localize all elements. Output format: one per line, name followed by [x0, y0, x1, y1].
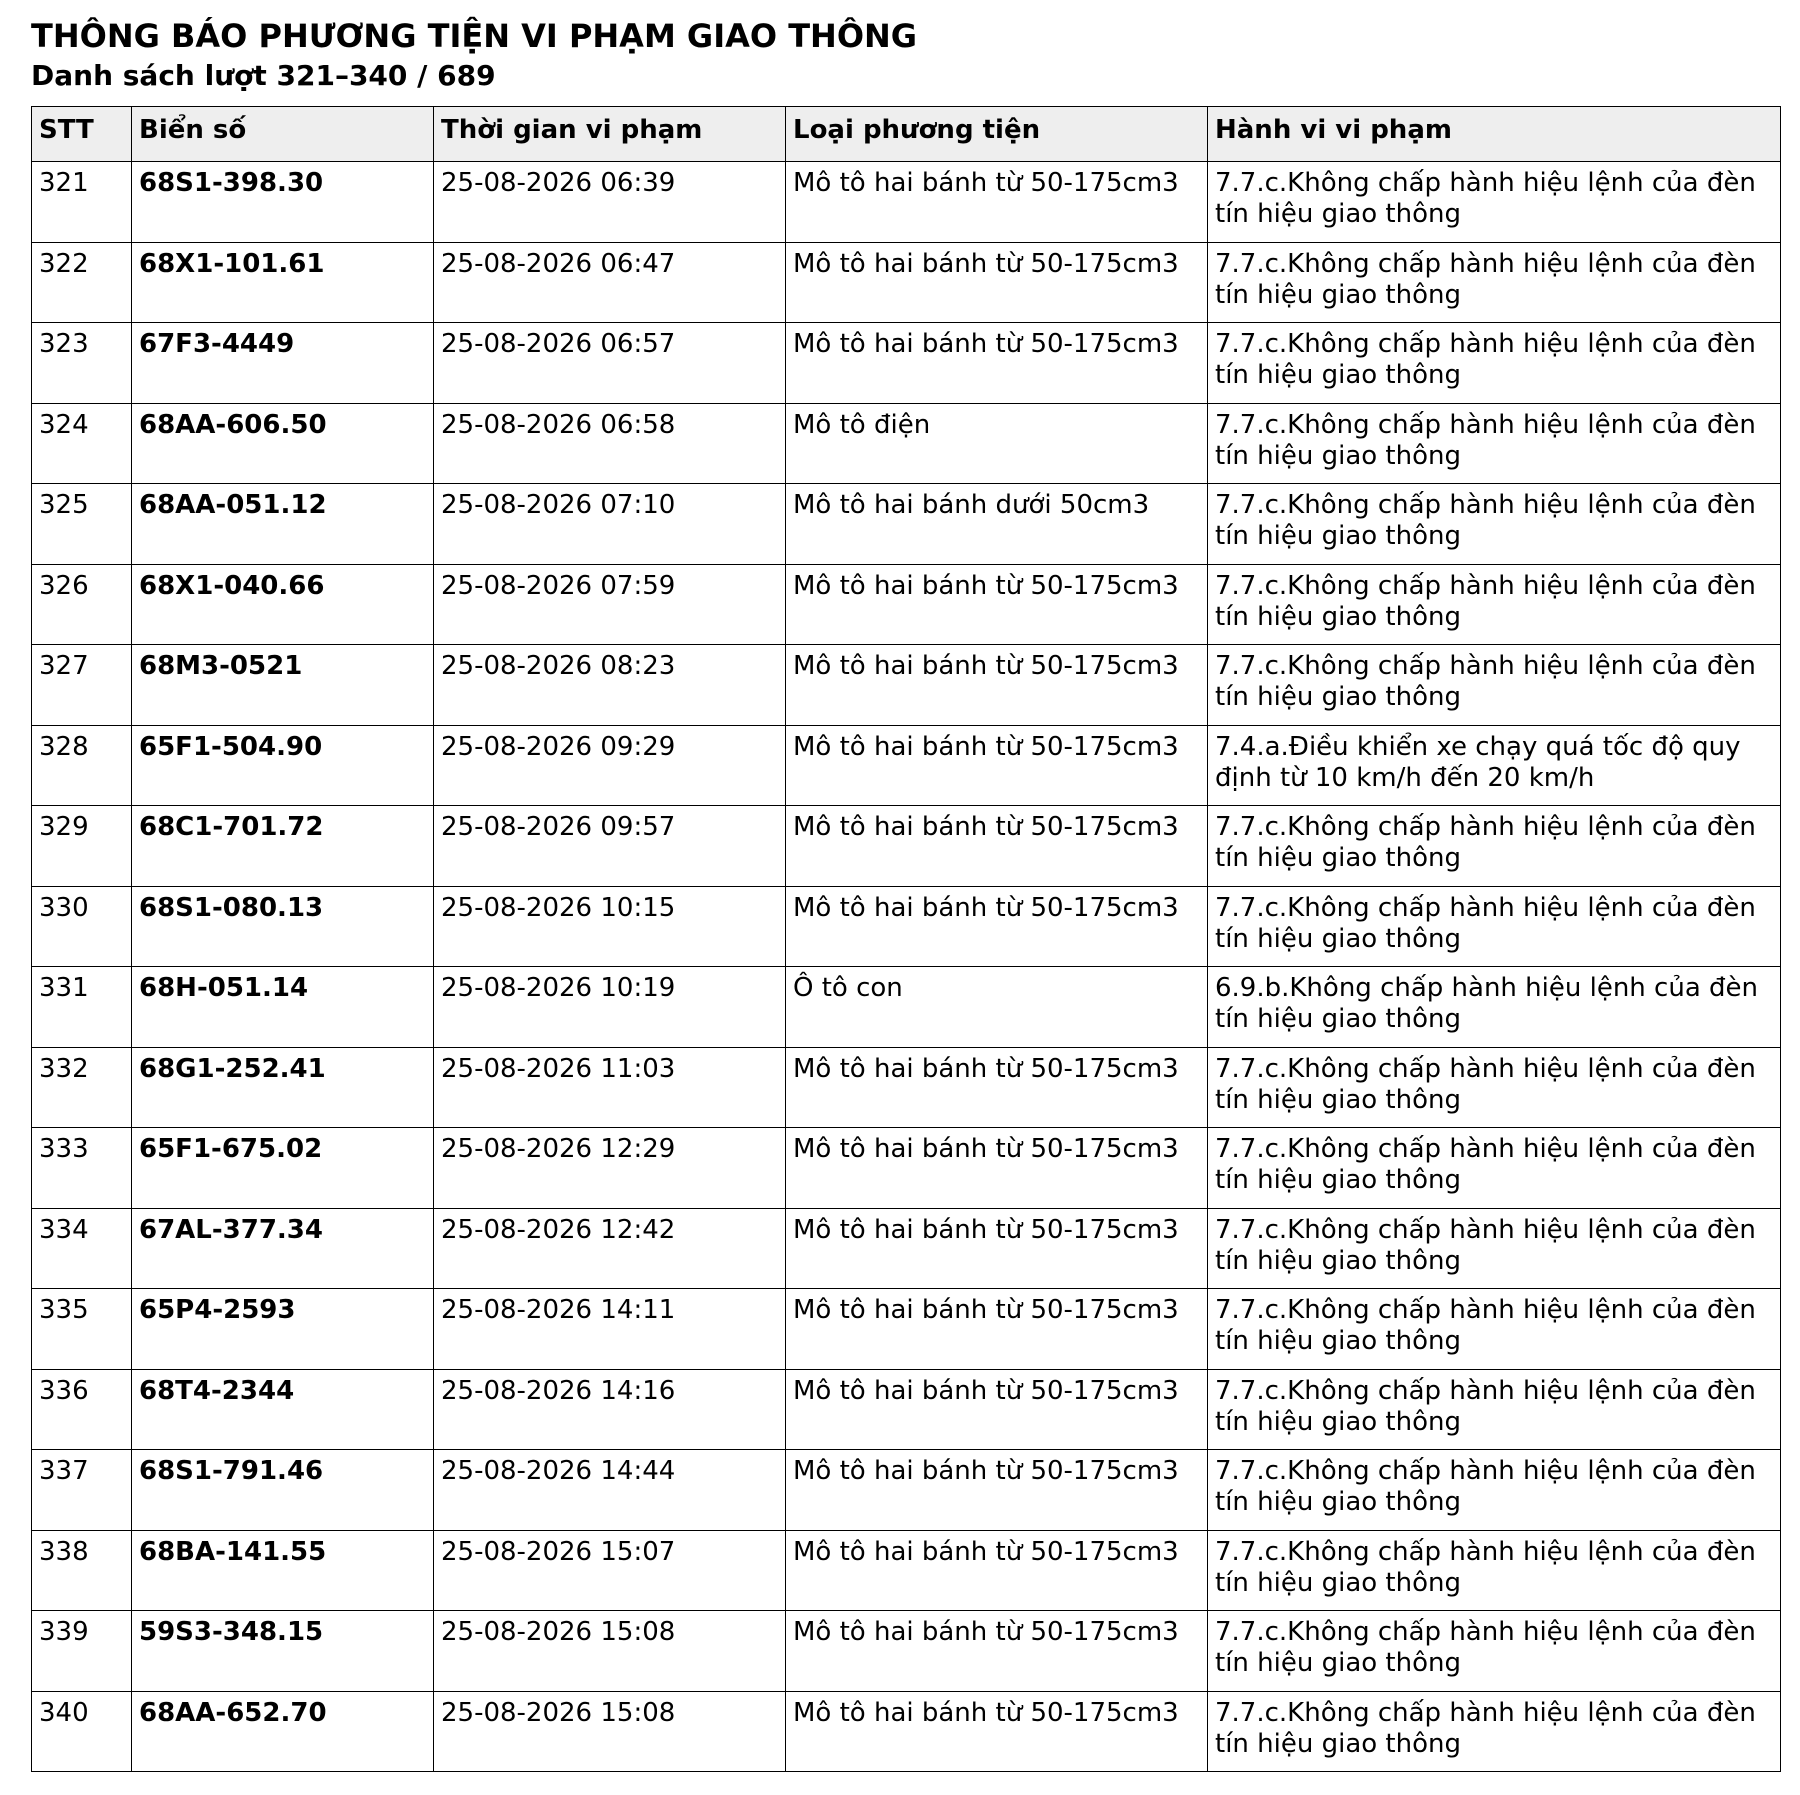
- table-header: [32, 107, 1781, 162]
- cell-vehicle-type: Mô tô hai bánh từ 50-175cm3: [786, 242, 1208, 323]
- cell-time: 25-08-2026 08:23: [434, 645, 786, 726]
- cell-stt: 339: [32, 1611, 132, 1692]
- cell-plate: 68S1-080.13: [132, 886, 434, 967]
- cell-stt: 335: [32, 1289, 132, 1370]
- cell-violation: 7.7.c.Không chấp hành hiệu lệnh của đèn tín hiệu giao thông: [1208, 323, 1781, 404]
- cell-time: 25-08-2026 12:29: [434, 1128, 786, 1209]
- page-subtitle: Danh sách lượt 321–340 / 689: [31, 59, 496, 92]
- cell-stt: 322: [32, 242, 132, 323]
- cell-vehicle-type: Mô tô hai bánh từ 50-175cm3: [786, 1611, 1208, 1692]
- table-row: [32, 806, 1781, 887]
- cell-stt: 330: [32, 886, 132, 967]
- column-header-vehicle-type: Loại phương tiện: [786, 107, 1208, 162]
- cell-plate: 65F1-675.02: [132, 1128, 434, 1209]
- table-row: [32, 242, 1781, 323]
- cell-stt: 325: [32, 484, 132, 565]
- cell-plate: 59S3-348.15: [132, 1611, 434, 1692]
- page-title: THÔNG BÁO PHƯƠNG TIỆN VI PHẠM GIAO THÔNG: [31, 17, 918, 55]
- table-row: [32, 1208, 1781, 1289]
- table-row: [32, 967, 1781, 1048]
- cell-violation: 7.7.c.Không chấp hành hiệu lệnh của đèn tín hiệu giao thông: [1208, 886, 1781, 967]
- table-row: [32, 725, 1781, 806]
- cell-violation: 7.7.c.Không chấp hành hiệu lệnh của đèn tín hiệu giao thông: [1208, 1369, 1781, 1450]
- cell-plate: 65F1-504.90: [132, 725, 434, 806]
- table-row: [32, 1289, 1781, 1370]
- cell-time: 25-08-2026 10:15: [434, 886, 786, 967]
- cell-vehicle-type: Mô tô hai bánh từ 50-175cm3: [786, 1530, 1208, 1611]
- cell-vehicle-type: Mô tô hai bánh từ 50-175cm3: [786, 1128, 1208, 1209]
- cell-stt: 338: [32, 1530, 132, 1611]
- cell-time: 25-08-2026 12:42: [434, 1208, 786, 1289]
- cell-violation: 7.7.c.Không chấp hành hiệu lệnh của đèn tín hiệu giao thông: [1208, 645, 1781, 726]
- cell-stt: 337: [32, 1450, 132, 1531]
- column-header-violation: Hành vi vi phạm: [1208, 107, 1781, 162]
- table-row: [32, 162, 1781, 243]
- cell-vehicle-type: Mô tô hai bánh dưới 50cm3: [786, 484, 1208, 565]
- cell-vehicle-type: Ô tô con: [786, 967, 1208, 1048]
- table-row: [32, 886, 1781, 967]
- table-row: [32, 1691, 1781, 1772]
- cell-violation: 7.7.c.Không chấp hành hiệu lệnh của đèn tín hiệu giao thông: [1208, 242, 1781, 323]
- cell-vehicle-type: Mô tô hai bánh từ 50-175cm3: [786, 1289, 1208, 1370]
- cell-time: 25-08-2026 15:08: [434, 1691, 786, 1772]
- cell-plate: 65P4-2593: [132, 1289, 434, 1370]
- cell-violation: 7.7.c.Không chấp hành hiệu lệnh của đèn tín hiệu giao thông: [1208, 1208, 1781, 1289]
- cell-time: 25-08-2026 06:58: [434, 403, 786, 484]
- cell-plate: 68G1-252.41: [132, 1047, 434, 1128]
- table-header-row: [32, 107, 1781, 162]
- cell-plate: 68AA-652.70: [132, 1691, 434, 1772]
- cell-vehicle-type: Mô tô hai bánh từ 50-175cm3: [786, 1450, 1208, 1531]
- cell-vehicle-type: Mô tô hai bánh từ 50-175cm3: [786, 645, 1208, 726]
- cell-plate: 68C1-701.72: [132, 806, 434, 887]
- cell-stt: 332: [32, 1047, 132, 1128]
- cell-plate: 68X1-040.66: [132, 564, 434, 645]
- cell-violation: 7.7.c.Không chấp hành hiệu lệnh của đèn tín hiệu giao thông: [1208, 403, 1781, 484]
- table-row: [32, 1128, 1781, 1209]
- cell-vehicle-type: Mô tô hai bánh từ 50-175cm3: [786, 806, 1208, 887]
- cell-stt: 323: [32, 323, 132, 404]
- table-row: [32, 323, 1781, 404]
- cell-stt: 331: [32, 967, 132, 1048]
- cell-violation: 7.7.c.Không chấp hành hiệu lệnh của đèn tín hiệu giao thông: [1208, 1128, 1781, 1209]
- cell-stt: 329: [32, 806, 132, 887]
- cell-plate: 67AL-377.34: [132, 1208, 434, 1289]
- table-row: [32, 484, 1781, 565]
- table-row: [32, 403, 1781, 484]
- table-row: [32, 564, 1781, 645]
- cell-stt: 334: [32, 1208, 132, 1289]
- cell-vehicle-type: Mô tô hai bánh từ 50-175cm3: [786, 162, 1208, 243]
- column-header-plate: Biển số: [132, 107, 434, 162]
- cell-vehicle-type: Mô tô điện: [786, 403, 1208, 484]
- cell-plate: 68X1-101.61: [132, 242, 434, 323]
- cell-plate: 67F3-4449: [132, 323, 434, 404]
- cell-plate: 68AA-606.50: [132, 403, 434, 484]
- cell-violation: 7.7.c.Không chấp hành hiệu lệnh của đèn tín hiệu giao thông: [1208, 1691, 1781, 1772]
- cell-stt: 340: [32, 1691, 132, 1772]
- cell-vehicle-type: Mô tô hai bánh từ 50-175cm3: [786, 564, 1208, 645]
- cell-time: 25-08-2026 07:10: [434, 484, 786, 565]
- cell-violation: 7.7.c.Không chấp hành hiệu lệnh của đèn tín hiệu giao thông: [1208, 484, 1781, 565]
- cell-stt: 336: [32, 1369, 132, 1450]
- cell-violation: 7.7.c.Không chấp hành hiệu lệnh của đèn tín hiệu giao thông: [1208, 806, 1781, 887]
- cell-violation: 7.7.c.Không chấp hành hiệu lệnh của đèn tín hiệu giao thông: [1208, 564, 1781, 645]
- cell-time: 25-08-2026 09:29: [434, 725, 786, 806]
- cell-violation: 7.7.c.Không chấp hành hiệu lệnh của đèn tín hiệu giao thông: [1208, 1530, 1781, 1611]
- table-row: [32, 1369, 1781, 1450]
- cell-time: 25-08-2026 15:07: [434, 1530, 786, 1611]
- cell-plate: 68S1-791.46: [132, 1450, 434, 1531]
- column-header-time: Thời gian vi phạm: [434, 107, 786, 162]
- cell-time: 25-08-2026 14:44: [434, 1450, 786, 1531]
- cell-stt: 321: [32, 162, 132, 243]
- cell-vehicle-type: Mô tô hai bánh từ 50-175cm3: [786, 1369, 1208, 1450]
- cell-time: 25-08-2026 14:11: [434, 1289, 786, 1370]
- cell-time: 25-08-2026 06:39: [434, 162, 786, 243]
- table-body: [32, 162, 1781, 1772]
- violations-table: [31, 106, 1781, 1772]
- cell-time: 25-08-2026 07:59: [434, 564, 786, 645]
- cell-vehicle-type: Mô tô hai bánh từ 50-175cm3: [786, 323, 1208, 404]
- cell-violation: 7.7.c.Không chấp hành hiệu lệnh của đèn tín hiệu giao thông: [1208, 1450, 1781, 1531]
- cell-stt: 326: [32, 564, 132, 645]
- table-row: [32, 1450, 1781, 1531]
- cell-stt: 324: [32, 403, 132, 484]
- cell-violation: 7.7.c.Không chấp hành hiệu lệnh của đèn tín hiệu giao thông: [1208, 1047, 1781, 1128]
- cell-plate: 68S1-398.30: [132, 162, 434, 243]
- cell-time: 25-08-2026 06:57: [434, 323, 786, 404]
- cell-plate: 68M3-0521: [132, 645, 434, 726]
- table-row: [32, 1611, 1781, 1692]
- cell-stt: 328: [32, 725, 132, 806]
- cell-violation: 7.4.a.Điều khiển xe chạy quá tốc độ quy định từ 10 km/h đến 20 km/h: [1208, 725, 1781, 806]
- table-row: [32, 1047, 1781, 1128]
- cell-time: 25-08-2026 15:08: [434, 1611, 786, 1692]
- cell-plate: 68AA-051.12: [132, 484, 434, 565]
- cell-vehicle-type: Mô tô hai bánh từ 50-175cm3: [786, 886, 1208, 967]
- cell-time: 25-08-2026 14:16: [434, 1369, 786, 1450]
- cell-time: 25-08-2026 10:19: [434, 967, 786, 1048]
- cell-violation: 6.9.b.Không chấp hành hiệu lệnh của đèn tín hiệu giao thông: [1208, 967, 1781, 1048]
- cell-time: 25-08-2026 06:47: [434, 242, 786, 323]
- cell-stt: 327: [32, 645, 132, 726]
- table-row: [32, 645, 1781, 726]
- cell-plate: 68BA-141.55: [132, 1530, 434, 1611]
- cell-violation: 7.7.c.Không chấp hành hiệu lệnh của đèn tín hiệu giao thông: [1208, 1289, 1781, 1370]
- cell-vehicle-type: Mô tô hai bánh từ 50-175cm3: [786, 1691, 1208, 1772]
- cell-vehicle-type: Mô tô hai bánh từ 50-175cm3: [786, 1047, 1208, 1128]
- cell-violation: 7.7.c.Không chấp hành hiệu lệnh của đèn tín hiệu giao thông: [1208, 162, 1781, 243]
- cell-plate: 68H-051.14: [132, 967, 434, 1048]
- table-row: [32, 1530, 1781, 1611]
- cell-vehicle-type: Mô tô hai bánh từ 50-175cm3: [786, 725, 1208, 806]
- cell-violation: 7.7.c.Không chấp hành hiệu lệnh của đèn tín hiệu giao thông: [1208, 1611, 1781, 1692]
- cell-time: 25-08-2026 09:57: [434, 806, 786, 887]
- cell-stt: 333: [32, 1128, 132, 1209]
- cell-time: 25-08-2026 11:03: [434, 1047, 786, 1128]
- cell-plate: 68T4-2344: [132, 1369, 434, 1450]
- cell-vehicle-type: Mô tô hai bánh từ 50-175cm3: [786, 1208, 1208, 1289]
- column-header-stt: STT: [32, 107, 132, 162]
